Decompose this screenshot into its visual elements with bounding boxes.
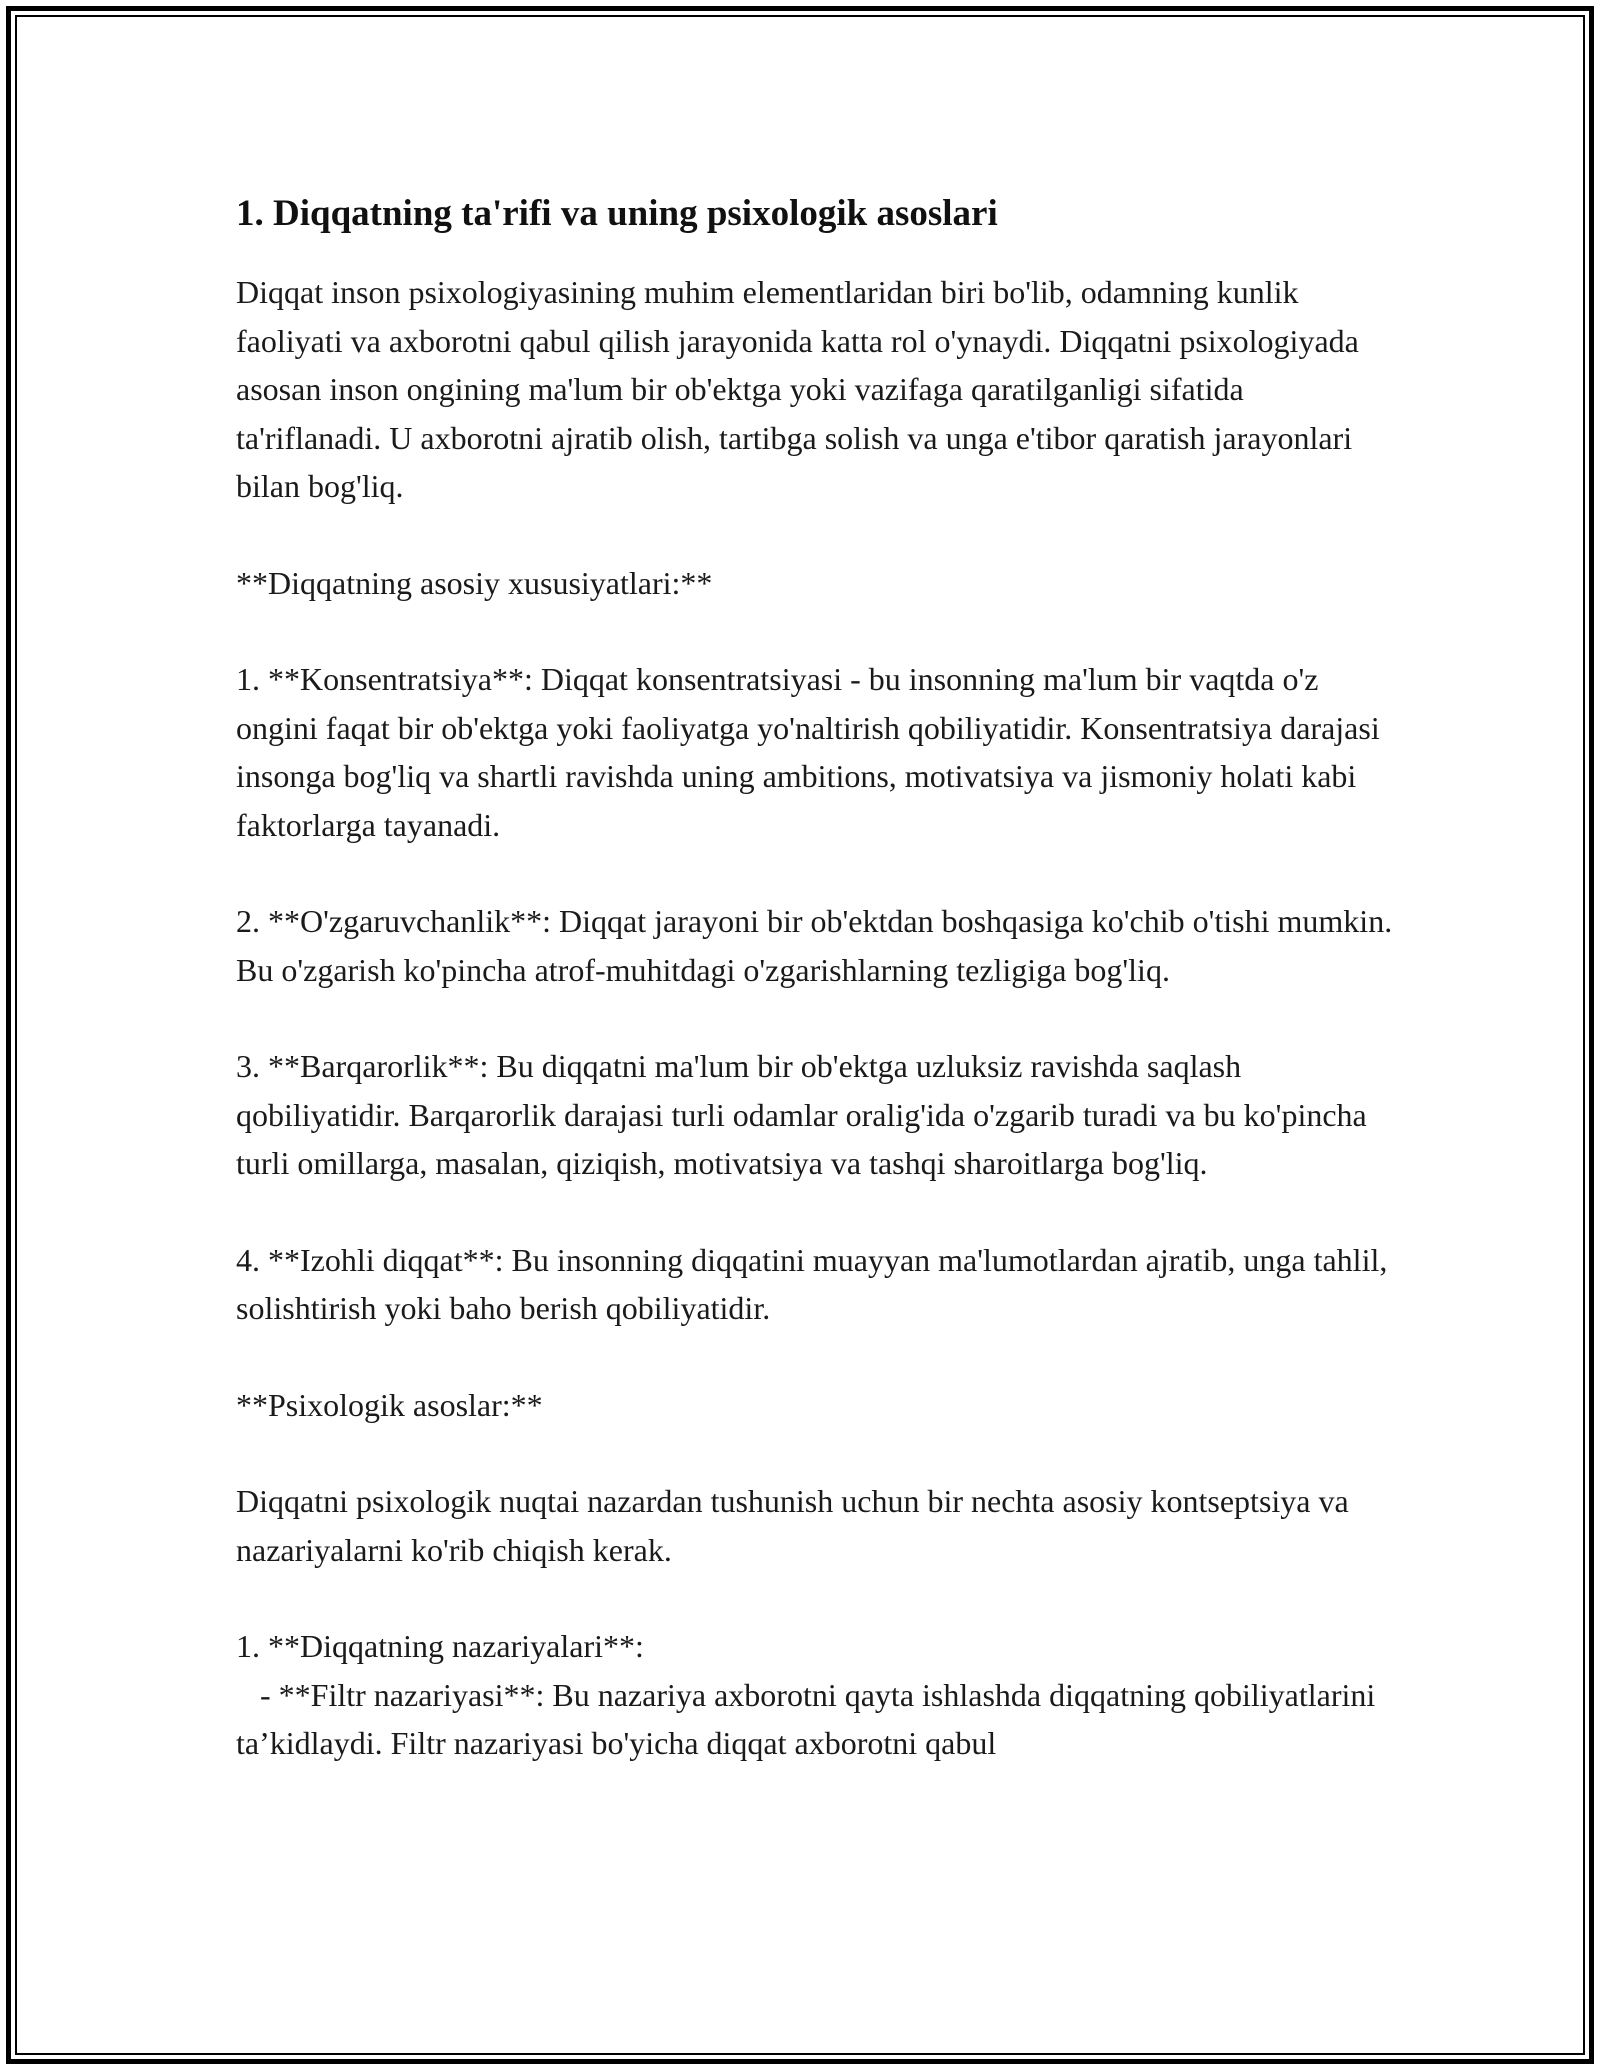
list-item-analytic-attention: 4. **Izohli diqqat**: Bu insonning diqqatini muayyan ma'lumotlardan ajratib, unga tahlil, solishtirish yoki baho berish qobiliyatidir. [236, 1241, 1396, 1326]
list-item-variability: 2. **O'zgaruvchanlik**: Diqqat jarayoni bir ob'ektdan boshqasiga ko'chib o'tishi mumkin. Bu o'zgarish ko'pincha atrof-muhitdagi o'zgarishlarning tezligiga bog'liq. [236, 903, 1401, 988]
list-item-concentration: 1. **Konsentratsiya**: Diqqat konsentratsiyasi - bu insonning ma'lum bir vaqtda o'z ongini faqat bir ob'ektga yoki faoliyatga yo'naltirish qobiliyatidir. Konsentratsiya darajasi insonga bog'liq va shartli ravishda uning ambitions, motivatsiya va jismoniy holati kabi faktorlarga tayanadi. [236, 661, 1388, 843]
list-item-theories: 1. **Diqqatning nazariyalari**: - **Filtr nazariyasi**: Bu nazariya axborotni qayta ishlashda diqqatning qobiliyatlarini ta’kidlaydi. Filtr nazariyasi bo'yicha diqqat axborotni qabul [236, 1628, 1376, 1761]
subheading-properties: **Diqqatning asosiy xususiyatlari:** [236, 564, 713, 601]
document-body [236, 190, 1401, 1768]
section-title: 1. Diqqatning ta'rifi va uning psixologik asoslari [236, 193, 998, 234]
paragraph-foundations: Diqqatni psixologik nuqtai nazardan tushunish uchun bir nechta asosiy kontseptsiya va nazariyalarni ko'rib chiqish kerak. [236, 1483, 1357, 1568]
subheading-foundations: **Psixologik asoslar:** [236, 1386, 543, 1423]
paragraph-intro: Diqqat inson psixologiyasining muhim elementlaridan biri bo'lib, odamning kunlik faoliyati va axborotni qabul qilish jarayonida katta rol o'ynaydi. Diqqatni psixologiyada asosan inson ongining ma'lum bir ob'ektga yoki vazifaga qaratilganligi sifatida ta'riflanadi. U axborotni ajratib olish, tartibga solish va unga e'tibor qaratish jarayonlari bilan bog'liq. [236, 274, 1367, 504]
list-item-stability: 3. **Barqarorlik**: Bu diqqatni ma'lum bir ob'ektga uzluksiz ravishda saqlash qobiliyatidir. Barqarorlik darajasi turli odamlar oralig'ida o'zgarib turadi va bu ko'pincha turli omillarga, masalan, qiziqish, motivatsiya va tashqi sharoitlarga bog'liq. [236, 1048, 1375, 1181]
